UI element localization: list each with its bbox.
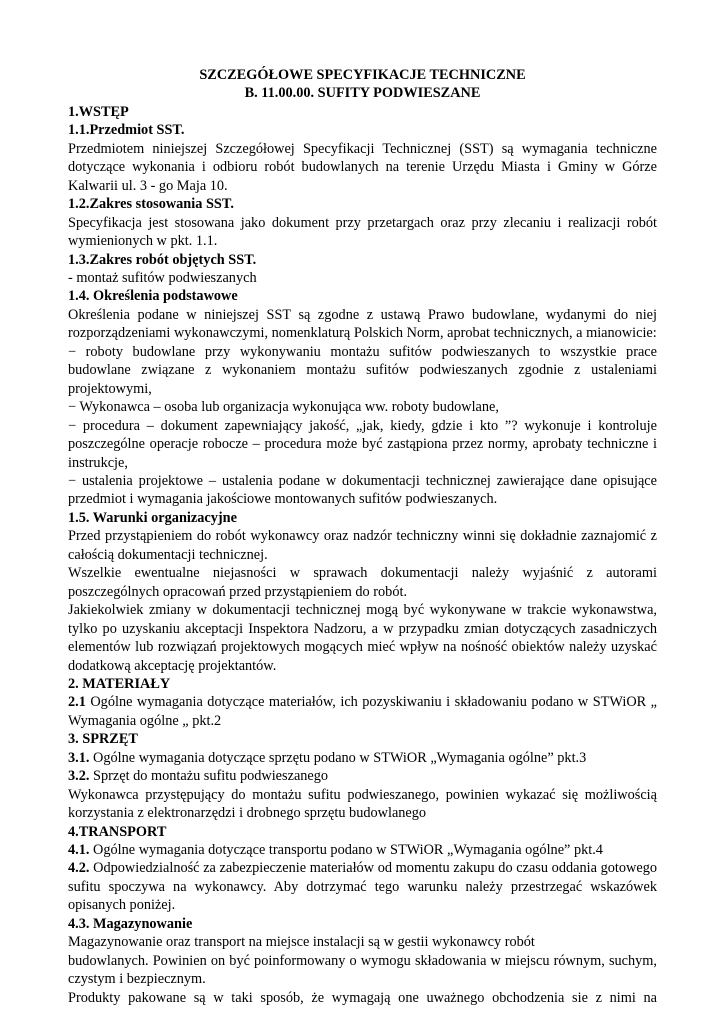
section-2-heading: 2. MATERIAŁY: [68, 675, 171, 692]
section-3-1-text: [68, 749, 657, 767]
section-2-1-body: Ogólne wymagania dotyczące materiałów, ich pozyskiwaniu i składowaniu podano w STWiOR „ Wymagania ogólne „ pkt.2: [68, 694, 657, 729]
section-4-1-number: 4.1.: [68, 842, 90, 859]
section-1-1-heading: 1.1.Przedmiot SST.: [68, 122, 185, 139]
section-4-3-text: budowlanych. Powinien on być poinformowany o wymogu składowania w miejscu równym, suchym, czystym i bezpiecznym.: [68, 952, 657, 988]
section-1-3-heading: 1.3.Zakres robót objętych SST.: [68, 251, 257, 268]
document-page: [68, 66, 657, 1007]
section-3-2-paragraph: Wykonawca przystępujący do montażu sufitu podwieszanego, powinien wykazać się możliwością korzystania z elektronarzędzi i drobnego sprzętu budowlanego: [68, 786, 657, 822]
section-4-heading: 4.TRANSPORT: [68, 823, 167, 840]
section-1-5-paragraph: Jakiekolwiek zmiany w dokumentacji technicznej mogą być wykonywane w trakcie wykonawstwa, tylko po uzyskaniu akceptacji Inspektora Nadzoru, a w przypadku zmian dotyczących zasadniczych elementów lub rozwiązań projektowych mogących mieć wpływ na nośność obiektów należy uzyskać dodatkową akceptację projektantów.: [68, 602, 657, 674]
section-4-3-first-line: Magazynowanie oraz transport na miejsce instalacji są w gestii wykonawcy robót: [68, 934, 535, 951]
section-1-5-paragraph: Wszelkie ewentualne niejasności w sprawach dokumentacji należy wyjaśnić z autorami poszczególnych opracowań przed przystąpieniem do robót.: [68, 565, 657, 600]
section-4-2-body: Odpowiedzialność za zabezpieczenie materiałów od momentu zakupu do czasu oddania gotowego sufitu spoczywa na wykonawcy. Aby dotrzymać tego warunku należy przestrzegać wskazówek opisanych poniżej.: [68, 860, 657, 914]
definition-item: − Wykonawca – osoba lub organizacja wykonująca ww. roboty budowlane,: [68, 399, 499, 416]
section-4-2-number: 4.2.: [68, 860, 90, 877]
section-1-2-heading: 1.2.Zakres stosowania SST.: [68, 196, 234, 213]
section-1-5-paragraph: Przed przystąpieniem do robót wykonawcy oraz nadzór techniczny winni się dokładnie zaznajomić z całością dokumentacji technicznej.: [68, 528, 657, 563]
section-3-heading: 3. SPRZĘT: [68, 731, 138, 748]
section-2-1-text: [68, 693, 657, 730]
title-line-2: B. 11.00.00. SUFITY PODWIESZANE: [244, 85, 481, 102]
section-1-4-heading: 1.4. Określenia podstawowe: [68, 288, 238, 305]
section-4-3-heading: 4.3. Magazynowanie: [68, 915, 193, 932]
section-4-3-last-line: Produkty pakowane są w taki sposób, że wymagają one uważnego obchodzenia sie z nimi na: [68, 989, 657, 1006]
section-1-4-intro: Określenia podane w niniejszej SST są zgodne z ustawą Prawo budowlane, wydanymi do niej rozporządzeniami wykonawczymi, nomenklaturą Polskich Norm, aprobat technicznych, a mianowicie:: [68, 306, 657, 342]
section-3-2-body: Sprzęt do montażu sufitu podwieszanego: [89, 768, 329, 785]
definition-item: − roboty budowlane przy wykonywaniu montażu sufitów podwieszanych to wszystkie prace budowlane związane z wykonaniem montażu sufitów podwieszanych zgodnie z ustaleniami projektowymi,: [68, 343, 657, 397]
definition-item: − ustalenia projektowe – ustalenia podane w dokumentacji technicznej zawierające dane opisujące przedmiot i wymagania jakościowe montowanych sufitów podwieszanych.: [68, 472, 657, 508]
section-3-2-number: 3.2.: [68, 768, 90, 785]
section-4-2-text: [68, 859, 657, 914]
section-1-5-heading: 1.5. Warunki organizacyjne: [68, 509, 237, 526]
section-4-1-text: [68, 841, 657, 859]
section-3-1-number: 3.1.: [68, 749, 90, 766]
section-3-1-body: Ogólne wymagania dotyczące sprzętu podano w STWiOR „Wymagania ogólne” pkt.3: [89, 749, 587, 766]
section-2-1-number: 2.1: [68, 694, 86, 711]
section-1-heading: 1.WSTĘP: [68, 103, 129, 120]
section-1-1-text: Przedmiotem niniejszej Szczegółowej Specyfikacji Technicznej (SST) są wymagania techniczne dotyczące wykonania i odbioru robót budowlanych na terenie Urzędu Miasta i Gminy w Górze Kalwarii ul. 3 - go Maja 10.: [68, 140, 657, 194]
section-1-3-text: - montaż sufitów podwieszanych: [68, 269, 257, 286]
section-4-1-body: Ogólne wymagania dotyczące transportu podano w STWiOR „Wymagania ogólne” pkt.4: [89, 842, 603, 859]
section-1-2-text: Specyfikacja jest stosowana jako dokument przy przetargach oraz przy zlecaniu i realizacji robót wymienionych w pkt. 1.1.: [68, 214, 657, 250]
document-title: [68, 66, 657, 103]
title-line-1: SZCZEGÓŁOWE SPECYFIKACJE TECHNICZNE: [199, 67, 526, 83]
definition-item: − procedura – dokument zapewniający jakość, „jak, kiedy, gdzie i kto ”? wykonuje i kontroluje poszczególne operacje robocze – procedura może być zastąpiona przez normy, aprobaty techniczne i instrukcje,: [68, 417, 657, 471]
section-3-2-text: [68, 767, 657, 785]
